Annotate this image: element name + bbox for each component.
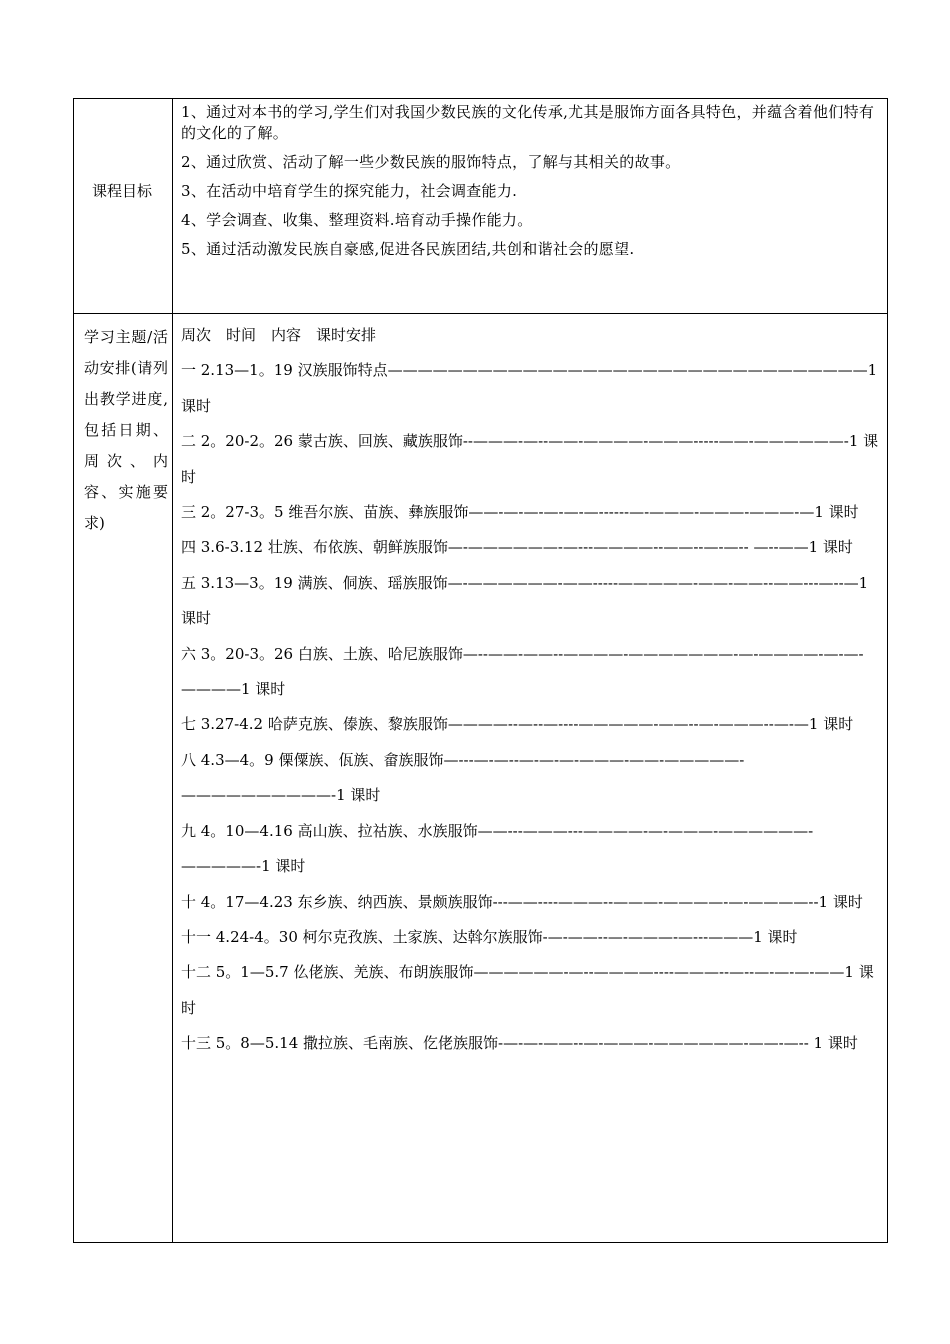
schedule-line: 十一 4.24-4。30 柯尔克孜族、土家族、达斡尔族服饰-—-——--—-———-—---———1 课时 bbox=[181, 927, 798, 946]
goal-item: 2、通过欣赏、活动了解一些少数民族的服饰特点，了解与其相关的故事。 bbox=[181, 153, 681, 171]
schedule-label-cell bbox=[74, 314, 173, 1243]
schedule-line: 二 2。20-2。26 蒙古族、回族、藏族服饰--———-—--——-————-———-----——-——————-1 课时 bbox=[181, 432, 879, 486]
goal-item: 5、通过活动激发民族自豪感,促进各民族团结,共创和谐社会的愿望. bbox=[181, 240, 635, 258]
goal-item: 4、学会调查、收集、整理资料.培育动手操作能力。 bbox=[181, 211, 533, 229]
schedule-line: 六 3。20-3。26 白族、土族、哈尼族服饰—--——-——--————-———————-—-————-—-—-————1 课时 bbox=[181, 644, 864, 699]
goals-row bbox=[74, 99, 888, 314]
schedule-label: 学习主题/活动安排(请列出教学进度,包括日期、周次、内容、实施要求) bbox=[84, 328, 168, 532]
schedule-line: 五 3.13—3。19 满族、侗族、瑶族服饰—-——————-——-----—————-——-——--——---—--—1 课时 bbox=[181, 573, 869, 628]
schedule-row bbox=[74, 314, 888, 1243]
schedule-header: 周次 时间 内容 课时安排 bbox=[181, 326, 377, 344]
goal-item: 3、在活动中培育学生的探究能力，社会调查能力. bbox=[181, 182, 518, 200]
schedule-line: 九 4。10—4.16 高山族、拉祜族、水族服饰——---———---————-—-———-——————-—————-1 课时 bbox=[181, 821, 814, 876]
schedule-line: 一 2.13—1。19 汉族服饰特点————————————————————————————————1 课时 bbox=[181, 361, 878, 415]
schedule-line: 十二 5。1—5.7 仫佬族、羌族、布朗族服饰——————-—--————----———--—--—-—-—-——1 课时 bbox=[181, 963, 874, 1017]
schedule-content-cell bbox=[173, 314, 888, 1243]
goals-content-cell bbox=[173, 99, 888, 314]
schedule-line: 八 4.3—4。9 傈僳族、佤族、畲族服饰—---—-—--—-—-—-———-——-—————-——————————-1 课时 bbox=[181, 750, 745, 805]
schedule-line: 三 2。27-3。5 维吾尔族、苗族、彝族服饰——-—-—-—-—-—------—-———-———-———-—1 课时 bbox=[181, 503, 859, 522]
schedule-line: 四 3.6-3.12 壮族、布依族、朝鲜族服饰—-——————-—---————--——--—-—-- —--——1 课时 bbox=[181, 538, 853, 557]
schedule-line: 十三 5。8—5.14 撒拉族、毛南族、仡佬族服饰-—-—-——--—-———-——————-——-—-- 1 课时 bbox=[181, 1034, 858, 1053]
goals-label: 课程目标 bbox=[92, 182, 153, 200]
schedule-line: 十 4。17—4.23 东乡族、纳西族、景颇族服饰---——----———--———-————-—-————--1 课时 bbox=[181, 892, 863, 911]
course-plan-table bbox=[73, 98, 888, 1243]
schedule-line: 七 3.27-4.2 哈萨克族、傣族、黎族服饰————--—--—----—————-——--—-———--—-—1 课时 bbox=[181, 715, 854, 734]
goals-label-cell bbox=[74, 99, 173, 314]
goal-item: 1、通过对本书的学习,学生们对我国少数民族的文化传承,尤其是服饰方面各具特色，并蕴含着他们特有的文化的了解。 bbox=[181, 103, 875, 142]
